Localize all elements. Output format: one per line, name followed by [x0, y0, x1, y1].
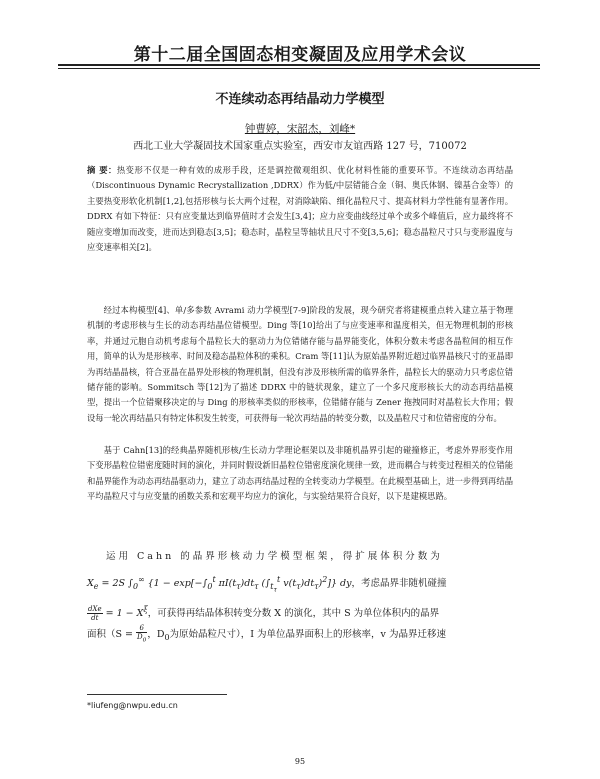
- area-text-c: 为原始晶粒尺寸），I 为单位晶界面积上的形核率，v 为晶界迁移速: [169, 629, 446, 640]
- abstract-label: 摘 要：: [87, 165, 117, 175]
- body-paragraph-2: [87, 303, 513, 426]
- equation-line3-text: ，可获得再结晶体积转变分数 X 的演化，其中 S 为单位体积内的晶界: [147, 608, 440, 620]
- footnote-email: *liufeng@nwpu.edu.cn: [87, 701, 178, 710]
- equation-extended-volume: [87, 569, 513, 601]
- paper-affiliation: 西北工业大学凝固技术国家重点实验室，西安市友谊西路 127 号，710072: [133, 141, 467, 152]
- paper-authors: [0, 121, 600, 136]
- header-rule-thin: [58, 68, 540, 69]
- paragraph-text: 基于 Cahn[13]的经典晶界随机形核/生长动力学理论框架以及非随机晶界引起的碰撞修正，考虑外界形变作用下变形晶粒位错密度随时间的演化，并同时假设新旧晶粒位错密度演化规律一致，进而耦合与转变过程相关的位错能和晶界能作为动态再结晶驱动力，建立了动态再结晶过程的全转变动力学模型。在此模型基础上，进一步得到再结晶平均晶粒尺寸与应变量的函数关系和宏观平均应力的演化，与实验结果符合良好，以下是建模思路。: [87, 445, 513, 502]
- abstract-paragraph: [87, 163, 513, 255]
- area-text-b: ，D: [147, 629, 165, 640]
- footnote-rule: [87, 694, 227, 695]
- area-text-a: 面积（S =: [87, 629, 133, 640]
- formula-impingement: $\frac{\text{dXe}}{dt}$ = $1 - X^\xi$: [88, 605, 148, 623]
- paragraph-text: 经过本构模型[4]、单/多参数 Avrami 动力学模型[7-9]阶段的发展，现今研究者将建模重点转入建立基于物理机制的考虑形核与生长的动态再结晶位错模型。Ding 等[10]给出了与应变速率和温度相关，但无物理机制的形核率，并通过元胞自动机考虑每个晶粒长大的驱动力为位错储存能与晶界能变化，体积分数未考虑各晶粒间的相互作用，简单的认为是形核率、时间及稳态晶粒体积的乘积。Cram 等[11]认为原始晶界附近超过临界晶核尺寸的亚晶即为再结晶晶核，符合亚晶在晶界处形核的物理机制，但没有涉及形核所需的临界条件，晶粒长大的驱动力只考虑位错储存能的影响。Sommitsch 等[12]为了描述 DDRX 中的链状现象，建立了一个多尺度形核长大的动态再结晶模型，提出一个位错聚移决定的与 Ding 的形核率类似的形核率，位错储存能与 Zener 拖拽同时对晶粒长大作用；假设每一轮次再结晶只有特定体积发生转变，可获得每一轮次再结晶的转变分数，以及晶粒尺寸和位错密度的分布。: [87, 305, 513, 423]
- paper-title: 不连续动态再结晶动力学模型: [215, 92, 385, 107]
- equation-intro-line: [87, 546, 513, 568]
- formula-extended-volume: $X_e = 2S$ $\int_0^\infty$ {$1 - \exp[-\int_0^t$ $\pi I(t_\tau)dt_\tau$ ($\int_{t_\tau}^t$ $v(t_\tau)dt_\tau)^2$]} dy: [87, 575, 352, 594]
- abstract-text: 热变形不仅是一种有效的成形手段，还是调控微观组织、优化材料性能的重要环节。不连续动态再结晶（Discontinuous Dynamic Recrystallization ,DDRX）作为低/中层错能合金（铜、奥氏体钢、镍基合金等）的主要热变形软化机制[1,2],包括形核与长大两个过程，对消除缺陷、细化晶粒尺寸、提高材料力学性能有显著作用。DDRX 有如下特征：只有应变量达到临界值时才会发生[3,4]；应力应变曲线经过单个或多个峰值后，应力最终将不随应变增加而改变，进而达到稳态[3,5]；稳态时，晶粒呈等轴状且尺寸不变[3,5,6]；稳态晶粒尺寸只与变形温度与应变速率相关[2]。: [87, 165, 513, 253]
- author-list: 钟曹婷，宋韶杰，刘峰*: [244, 123, 356, 135]
- equation-after-text: ，考虑晶界非随机碰撞: [351, 578, 447, 590]
- equation-intro-text: 运用 Cahn 的晶界形核动力学模型框架，得扩展体积分数为: [106, 551, 443, 562]
- header-rule-thick: [58, 64, 540, 66]
- area-subscript: 0: [164, 632, 170, 642]
- equation-area-line: [87, 624, 513, 649]
- body-paragraph-3: [87, 443, 513, 505]
- formula-area: $\frac{6}{D_0}$: [137, 624, 147, 644]
- equation-impingement-line: [87, 599, 513, 625]
- conference-header: 第十二届全国固态相变凝固及应用学术会议: [133, 45, 467, 65]
- page-number: 95: [294, 757, 306, 766]
